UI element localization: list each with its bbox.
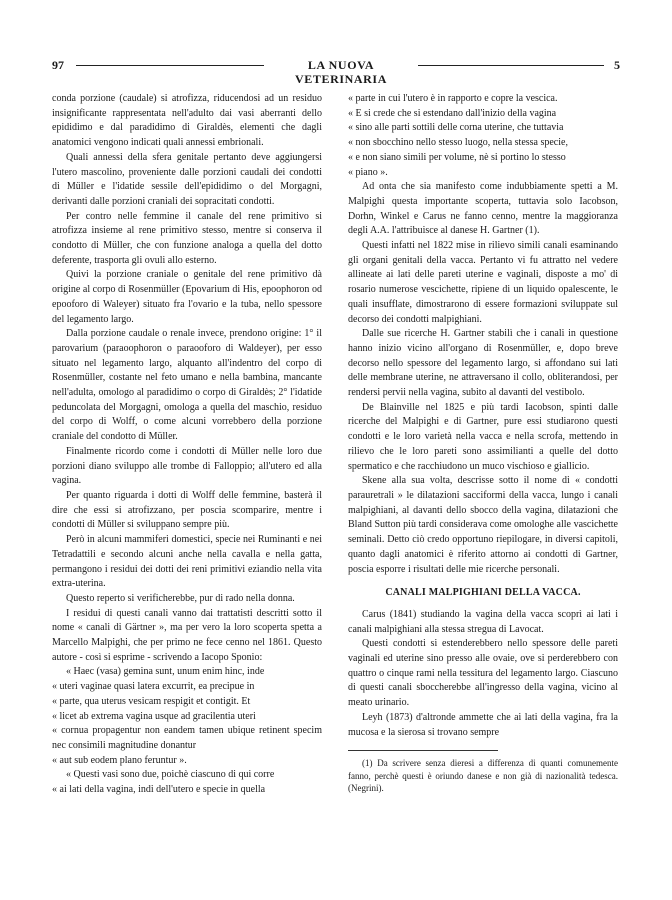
header-rule-left [76, 65, 264, 66]
paragraph: conda porzione (caudale) si atrofizza, riducendosi ad un residuo insignificante rappresentata nell'adulto dai vasi aberranti dello epididimo e dal paradidimo di Giraldès, elementi che dagli anatomici vengono indicati quali annessi embrionali. [52, 93, 322, 149]
left-column [52, 92, 322, 798]
quote-line: « ai lati della vagina, indi dell'utero e specie in quella [52, 784, 266, 796]
footnote-text: (1) Da scrivere senza dieresi a differenza di quanti comunemente fanno, perchè questi è oriundo danese e non già di nazionalità tedesca. (Negrini). [348, 758, 618, 794]
journal-title: LA NUOVA VETERINARIA [295, 58, 387, 86]
italian-quote [52, 768, 322, 797]
quote-line: « licet ab extrema vagina usque ad gracilentia uteri [52, 710, 256, 722]
paragraph: Finalmente ricordo come i condotti di Müller nelle loro due porzioni diano sviluppo alle trombe di Falloppio; all'utero ed alla vagina. [52, 445, 322, 487]
paragraph: Quali annessi della sfera genitale pertanto deve aggiungersi l'utero mascolino, proveniente dalle porzioni caudali dei condotti di Müller e l'idatide sessile dell'epididimo o del Morgagni, derivanti dalle porzioni craniali dei sopracitati condotti. [52, 151, 322, 207]
italian-quote-continued [348, 92, 618, 180]
paragraph: Carus (1841) studiando la vagina della vacca scoprì ai lati i canali malpighiani alla stessa stregua di Lavocat. [348, 608, 618, 635]
paragraph: De Blainville nel 1825 e più tardi Iacobson, spinti dalle ricerche del Malpighi e di Gartner, pure essi studiarono questi condotti e le loro varietà nella vacca e nella scrofa, mettendo in rilievo che le loro pareti sono assimilianti a quelle del dotto spermatico e che racchiudono un muco vischioso e giallicio. [348, 401, 618, 472]
quote-line: « cornua propagentur non eandem tamen ubique retinent specim nec consimili magnitudine donantur [52, 725, 322, 751]
paragraph: Dalle sue ricerche H. Gartner stabilì che i canali in questione hanno inizio vicino all'organo di Rosenmüller, e, dopo breve decorso nello spessore del legamento largo, si affondano sui lati delle membrane uterine, ne attraversano il collo, obliterandosi, per rendersi pervii nella vagina, subito al davanti del vestibolo. [348, 328, 618, 399]
section-heading: CANALI MALPIGHIANI DELLA VACCA. [385, 587, 581, 599]
paragraph: Però in alcuni mammiferi domestici, specie nei Ruminanti e nei Tetradattili e secondo alcuni anche nella cavalla e nella gatta, permangono i residui dei dotti dei reni primitivi eziandio nella vita extra-uterina. [52, 534, 322, 590]
quote-line: « piano ». [348, 166, 388, 178]
page-number-left: 97 [52, 58, 64, 72]
quote-line: « sino alle parti sottili delle corna uterine, che tuttavia [348, 122, 564, 134]
paragraph: Dalla porzione caudale o renale invece, prendono origine: 1° il parovarium (paraoophoron o paraooforo di Waldeyer), per esso situato nel legamento largo, alquanto all'indentro del corpo di Rosenmüller, costante nel feto umano e nella bambina, mancante nell'adulta, omologo al paradidimo o corpo di Giraldès; 2° l'idatide peduncolata del Morgagni, omologa a quella del maschio, residuo del corpo di Wolff, o come alcuni vorrebbero della porzione craniale del condotto di Müller. [52, 328, 322, 443]
quote-line: « Questi vasi sono due, poichè ciascuno di qui corre [66, 769, 275, 781]
quote-line: « uteri vaginae quasi latera excurrit, ea precipue in [52, 681, 255, 693]
quote-line: « aut sub eodem plano feruntur ». [52, 754, 187, 766]
page-number-right: 5 [614, 58, 620, 72]
paragraph: Per contro nelle femmine il canale del rene primitivo si atrofizza insieme al rene primitivo stesso, mentre si conserva il condotto di Müller, che con funzione analoga a quella del dotto deferente, trasporta gli ovuli allo esterno. [52, 210, 322, 266]
paragraph: Questi infatti nel 1822 mise in rilievo simili canali esaminando gli organi genitali della vacca. Pertanto vi fu attratto nel vedere allineate ai lati delle pareti uterine e vaginali, disposte a mo' di rosario numerose vescichette, ripiene di un liquido opalescente, le quali insufflate, dimostrarono di essere formazioni sviluppate sul decorso dei condotti malpighiani. [348, 240, 618, 325]
footnote-rule [348, 750, 498, 751]
paragraph: Skene alla sua volta, descrisse sotto il nome di « condotti parauretrali » le dilatazioni sacciformi della vacca, lungo i canali malpighiani, al davanti dello sbocco della vagina, dilatazioni che Bland Sutton più tardi considerava come omologhe alle vascichette seminali. Detto ciò credo opportuno riepilogare, in diversi capitoli, quanto dagli anatomici è riferito attorno ai condotti di Gartner, poscia esporre i risultati delle mie ricerche personali. [348, 475, 618, 575]
quote-line: « e non siano simili per volume, nè si portino lo stesso [348, 151, 566, 163]
running-header [52, 58, 620, 86]
paragraph: I residui di questi canali vanno dai trattatisti descritti sotto il nome « canali di Gärtner », ma per vero la loro scoperta spetta a Marcello Malpighi, che per primo ne fece cenno nel 1861. Questo autore - così si esprime - scrivendo a Iacopo Sponio: [52, 607, 322, 663]
quote-line: « non sbocchino nello stesso luogo, nella stessa specie, [348, 137, 568, 149]
quote-line: « parte in cui l'utero è in rapporto e copre la vescica. [348, 93, 558, 104]
paragraph: Questo reperto si verificherebbe, pur di rado nella donna. [66, 592, 295, 604]
quote-line: « Haec (vasa) gemina sunt, unum enim hinc, inde [66, 666, 265, 678]
right-column [348, 92, 618, 795]
paragraph: Leyh (1873) d'altronde ammette che ai lati della vagina, fra la mucosa e la sierosa si trovano sempre [348, 711, 618, 738]
paragraph: Per quanto riguarda i dotti di Wolff delle femmine, basterà il dire che essi si atrofizzano, per poscia scomparire, mentre i condotti di Müller si sviluppano sempre più. [52, 489, 322, 531]
paragraph: Quivi la porzione craniale o genitale del rene primitivo dà origine al corpo di Rosenmüller (Epovarium di His, epoophoron od epooforo di Waleyer) situato fra l'ovario e la tuba, nello spessore del legamento largo. [52, 269, 322, 325]
quote-line: « parte, qua uterus vesicam respigit et contigit. Et [52, 695, 251, 707]
footnote [348, 757, 618, 795]
quote-line: « E si crede che si estendano dall'inizio della vagina [348, 107, 557, 119]
paragraph: Questi condotti si estenderebbero nello spessore delle pareti vaginali ed uterine sino presso alle ovaie, ove si perderebbero con quattro o cinque rami nella tessitura del legamento largo. Ciascuno di questi canali sboccherebbe all'ingresso della vagina, vicino al meato urinario. [348, 638, 618, 709]
latin-quote [52, 665, 322, 768]
header-rule-right [418, 65, 604, 66]
paragraph: Ad onta che sia manifesto come indubbiamente spetti a M. Malpighi questa importante scoperta, tuttavia solo Iacobson, Dorhn, Winkel e Carus ne fanno cenno, mentre la maggioranza degli A.A. l'attribuisce al danese H. Gartner (1). [348, 181, 618, 237]
